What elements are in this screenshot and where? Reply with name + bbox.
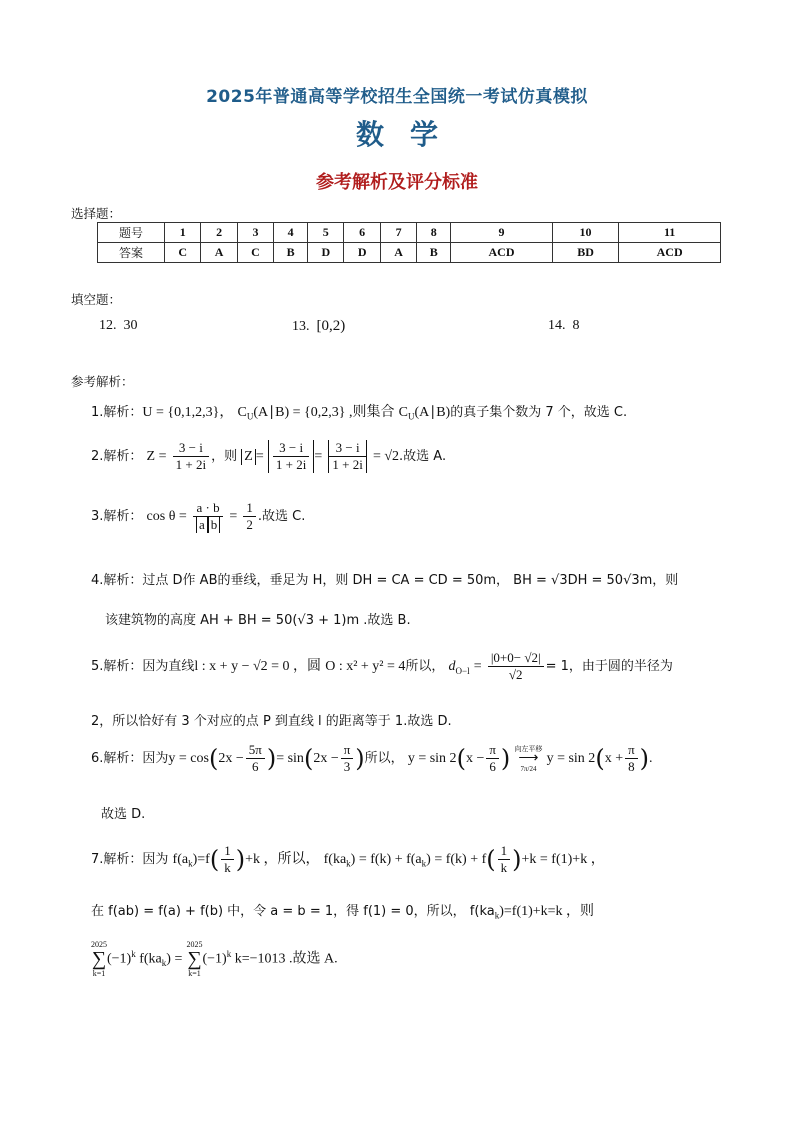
denominator: 1 + 2i [175,457,207,472]
math-sub: k [421,858,427,869]
math-sub: O−l [455,665,470,676]
exam-title: 2025年普通高等学校招生全国统一考试仿真模拟 [206,87,588,107]
solution-head: 5.解析：因为直线 [91,659,195,674]
fraction [625,742,638,775]
fill-answer: [0,2) [316,318,346,334]
solution-tail: .故选 A. [399,449,447,464]
math-sup: k [226,949,232,960]
answer-key-subtitle: 参考解析及评分标准 [316,172,478,193]
solution-6: 6.解析：因为y = cos(2x − $\frac{5\pi}{6}$ )= sin(2x − $\frac{\pi}{3}$ )所以， y = sin 2(x − $\frac{\pi}{6}$ ) 向左平移 ⟶ 7π/24 y = sin 2(x + $\frac{\pi}{8}$ ). [91,742,653,774]
math-expr: ) = f(k) + f [426,852,487,867]
answer-cell: D [344,243,380,263]
q-number: 4 [274,223,308,243]
subject-title: 数学 [355,118,464,151]
solution-7-line2 [91,900,594,921]
q-number: 11 [619,223,721,243]
arrow-label: 向左平移 [514,744,543,753]
solution-3 [91,500,305,533]
shift-arrow: 向左平移 ⟶ 7π/24 [514,744,543,773]
numerator: 5π [246,742,265,759]
denominator: k [224,860,231,875]
fill-answer: 8 [572,318,580,333]
solution-2: 2.解析： Z = $\frac{3 - i}{1 + 2i}$ ，则 Z = $\frac{3 - i}{1 + 2i}$ = $\frac{3 - i}{1 + 2i}$ = √2.故选 A. [91,440,447,472]
text: 所以， [364,751,404,766]
math-expr: x − [465,751,485,766]
q-number: 9 [451,223,553,243]
answer-table [97,222,721,263]
denominator: 3 [343,759,351,774]
answer-cell: A [380,243,416,263]
fraction [193,500,223,533]
math-expr: y = sin 2 [546,751,596,766]
math-expr: O : x² + y² = 4 [325,659,406,674]
sum-upper: 2025 [91,940,107,949]
abs-fraction [268,440,314,473]
answer-cell: D [308,243,344,263]
math-sub: k [494,910,500,921]
math-sub: k [161,958,167,969]
math-expr: +k ，所以， [245,852,320,867]
numerator: a · b [193,500,223,517]
math-expr: +k = f(1)+k ， [521,852,605,867]
math-expr: = sin [276,751,304,766]
math-expr: (−1) [202,951,227,967]
answer-cell: B [274,243,308,263]
denominator: √2 [508,667,523,682]
answer-cell: C [165,243,201,263]
math-sub: k [346,858,351,869]
math-expr: x + [604,751,624,766]
numerator: 1 [243,500,256,517]
q-number: 5 [308,223,344,243]
solution-head: 6.解析：因为 [91,751,169,766]
analysis-label: 参考解析： [71,374,134,389]
math-expr: y = cos [168,751,209,766]
sum-lower: k=1 [188,969,201,978]
solution-head: 7.解析：因为 [91,852,169,867]
q-number: 8 [417,223,451,243]
numerator: π [625,742,638,759]
solution-6-line2: 故选 D. [101,807,146,822]
solution-7-line1: 7.解析：因为 $f(a_k)=f$( $\frac{1}{k}$ )+k ，所以， $f(ka_k) = f(k) + f(a_k) = f(k) + f$( $\frac{1}{k}$ )+k = f(1)+k ， [91,843,605,875]
fraction [173,440,209,473]
row-header-question: 题号 [98,223,165,243]
sum-upper: 2025 [186,940,203,949]
math-expr: C [237,405,247,420]
fraction [273,440,309,473]
text: 在 f(ab) = f(a) + f(b) 中，令 a = b = 1，得 f(1) = 0，所以， f(ka [91,904,495,919]
fraction [498,843,511,876]
denominator: 6 [489,759,496,774]
answer-row [98,243,721,263]
fraction [328,440,366,473]
math-expr: k=−1013 .故选 A. [231,951,338,967]
math-expr: )=f(1)+k=k ，则 [499,904,595,919]
denominator: 6 [252,759,259,774]
math-expr: cos θ = [146,509,187,524]
math-sub: k [188,858,193,869]
math-expr: (−1) [107,951,132,967]
math-expr: ) = f(k) + f(a [350,852,422,867]
q-number: 3 [237,223,273,243]
solution-4-line1: 4.解析：过点 D作 AB的垂线，垂足为 H，则 DH = CA = CD = 50m， BH = √3DH = 50√3m，则 [91,573,679,588]
solution-1 [91,401,627,422]
q-number: 1 [165,223,201,243]
fraction [341,742,354,775]
solution-5-line2: 2，所以恰好有 3 个对应的点 P 到直线 l 的距离等于 1.故选 D. [91,714,452,729]
math-expr: = [473,659,482,674]
denominator: k [500,860,508,875]
math-expr: = [229,509,238,524]
math-sup: k [131,949,136,960]
solution-head: 1.解析： [91,405,143,420]
fill-answer: 30 [123,318,138,333]
solution-tail: .故选 C. [257,509,306,524]
sum-symbol: 2025 ∑ k=1 [186,940,203,978]
fill-item-13 [292,318,345,335]
answer-cell: ACD [619,243,721,263]
fraction [488,650,544,683]
row-header-answer: 答案 [98,243,165,263]
abs-z: Z [241,449,256,465]
arrow-denominator: 24 [529,764,537,773]
fill-number: 13. [292,319,310,334]
numerator: 3 − i [328,440,366,457]
denominator: 1 + 2i [328,457,366,473]
solution-5 [91,650,673,683]
text: 所以， [405,659,445,674]
math-sub: U [407,411,415,422]
math-expr: = √2 [372,449,400,464]
q-number: 6 [344,223,380,243]
q-number: 2 [201,223,237,243]
denominator: 2 [246,517,253,532]
fraction [246,742,265,775]
solution-7-line3 [91,940,338,978]
fill-item-12 [99,318,138,334]
q-number: 7 [380,223,416,243]
denominator: 1 + 2i [275,457,307,472]
answer-cell: B [417,243,451,263]
answer-cell: C [237,243,273,263]
math-expr: Z = [146,449,167,464]
fill-number: 14. [548,318,566,333]
math-expr: (A∣B) [414,405,451,420]
answer-cell: ACD [451,243,553,263]
numerator: π [486,742,499,759]
solution-4-line2: 该建筑物的高度 AH + BH = 50(√3 + 1)m .故选 B. [105,613,411,628]
solution-head: 3.解析： [91,509,143,524]
numerator: |0+0− √2| [488,650,544,667]
math-expr: C [398,405,408,420]
math-expr: ) = [166,951,183,967]
math-expr: U = {0,1,2,3}， [142,405,234,420]
choice-label: 选择题： [71,206,122,221]
math-expr: d [448,659,456,674]
vector-norm: a [196,517,208,533]
numerator: 1 [498,843,511,860]
math-expr: 2x − [313,751,339,766]
math-expr: f(a [172,852,189,867]
math-expr: )=f [192,852,210,867]
answer-cell: BD [552,243,619,263]
fill-item-14 [548,318,580,334]
vector-norm: b [208,517,221,533]
math-expr: 2x − [218,751,244,766]
fraction [486,742,499,775]
solution-head: 2.解析： [91,449,143,464]
numerator: 1 [221,843,234,860]
numerator: π [341,742,354,759]
solution-tail: = 1，由于圆的半径为 [545,659,673,674]
fill-number: 12. [99,318,117,333]
arrow-numerator: 7π [520,764,528,773]
numerator: 3 − i [273,440,309,457]
math-expr: (A∣B) = {0,2,3} ,则集合 [253,405,395,420]
fraction [221,843,234,876]
sum-lower: k=1 [92,969,106,978]
text: ，则 [211,449,238,464]
solution-tail: 的真子集个数为 7 个，故选 C. [450,405,628,420]
denominator: 8 [628,759,635,774]
sum-symbol: 2025 ∑ k=1 [91,940,107,978]
math-expr: f(ka [323,852,347,867]
answer-cell: A [201,243,237,263]
math-sub: U [246,411,254,422]
q-number: 10 [552,223,619,243]
numerator: 3 − i [173,440,209,457]
fraction [243,500,256,533]
fill-blank-label: 填空题： [71,292,122,307]
math-expr: f(ka [135,951,162,967]
math-expr: l : x + y − √2 = 0 ，圆 [194,659,322,674]
question-number-row [98,223,721,243]
math-expr: . [649,751,653,766]
math-expr: y = sin 2 [407,751,457,766]
